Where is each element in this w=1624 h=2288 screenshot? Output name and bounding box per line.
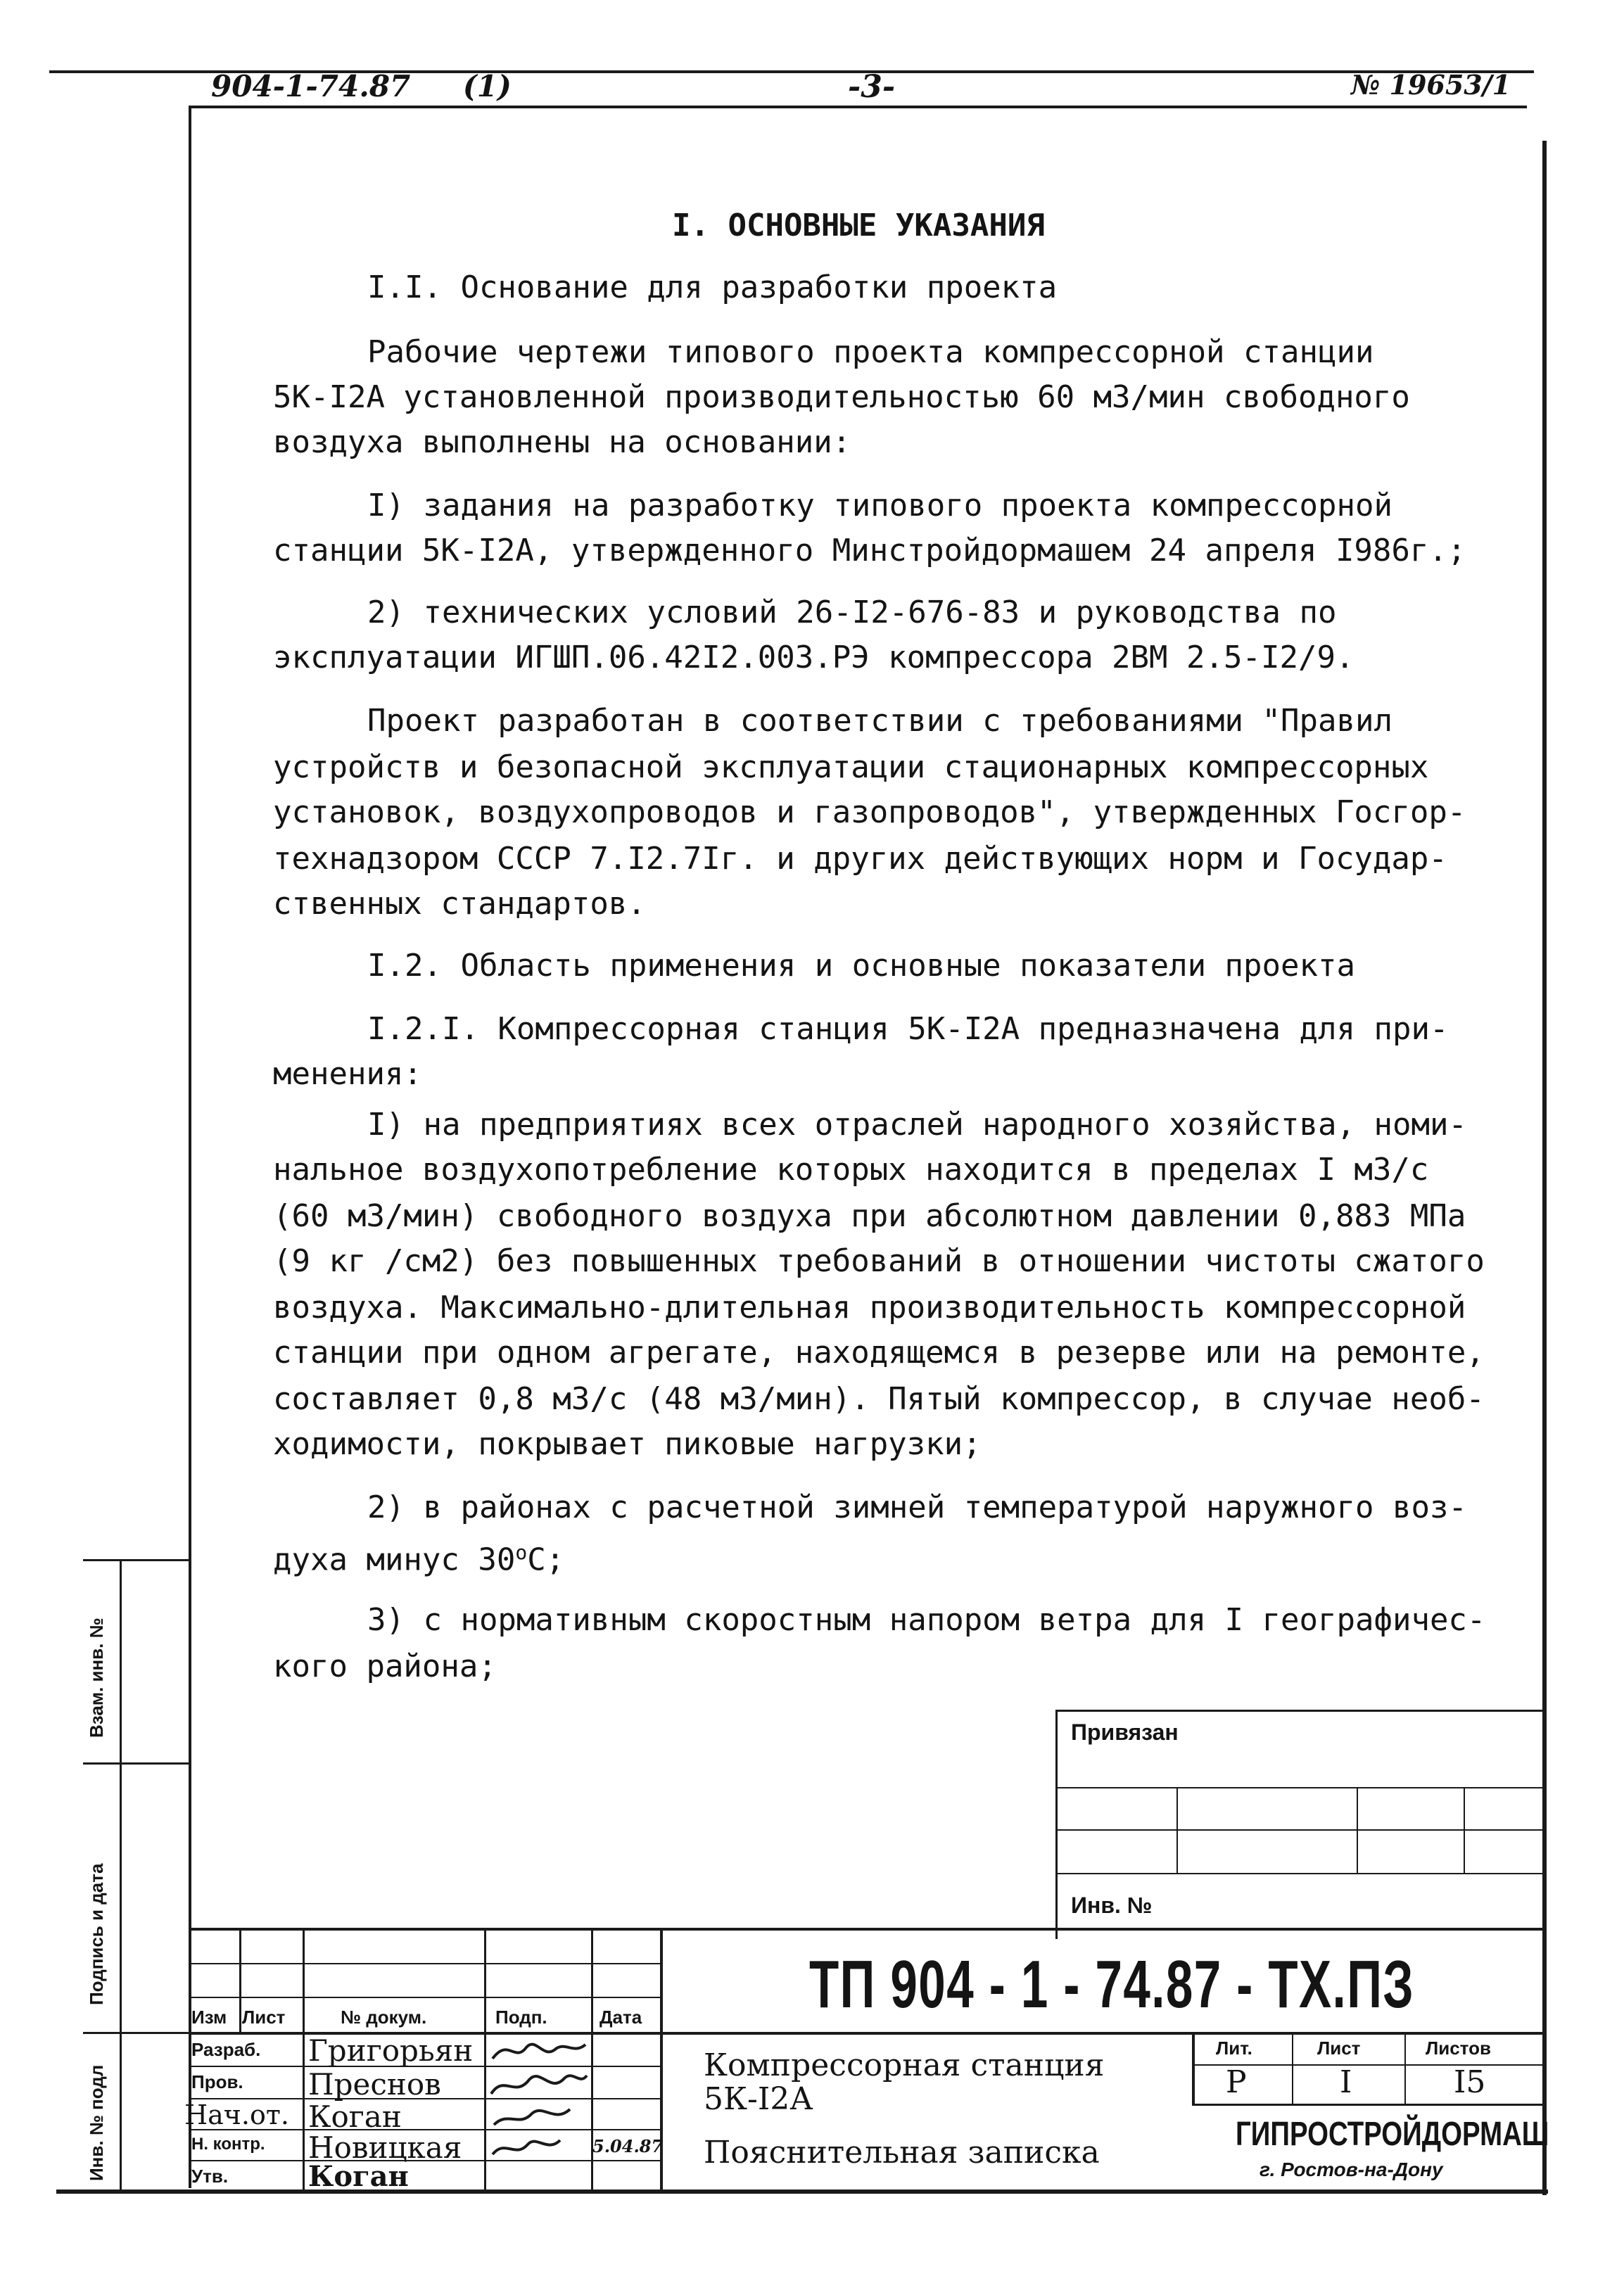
tb-lit-bottom xyxy=(1192,2104,1544,2106)
body-line: I.2.I. Компрессорная станция 5К-I2А предназначена для при- xyxy=(367,1011,1449,1047)
tb-row-b xyxy=(189,1997,660,1998)
signature-3 xyxy=(494,2109,570,2125)
tb-col-names xyxy=(303,2032,305,2190)
object-name-line2: 5К-I2А xyxy=(704,2081,813,2117)
tb-lit-value: Р xyxy=(1226,2064,1247,2100)
body-line: устройств и безопасной эксплуатации стационарных компрессорных xyxy=(273,749,1429,785)
tb-role-prov: Пров. xyxy=(191,2071,243,2092)
binding-box-top xyxy=(1055,1710,1544,1712)
tb-row-a xyxy=(189,1963,660,1964)
body-line: 2) технических условий 26-I2-676-83 и руководства по xyxy=(367,595,1337,630)
tb-col-list xyxy=(303,1928,305,2032)
tb-sign-date: 5.04.87 xyxy=(592,2136,664,2156)
body-line: Проект разработан в соответствии с требованиями "Правил xyxy=(367,703,1393,739)
tb-label-izm: Изм xyxy=(191,2007,227,2028)
tb-label-podp: Подп. xyxy=(495,2007,547,2028)
signature-2 xyxy=(491,2076,587,2094)
signature-1 xyxy=(493,2045,585,2059)
body-line: Рабочие чертежи типового проекта компрессорной станции xyxy=(367,334,1374,370)
tb-listov-label: Листов xyxy=(1426,2038,1491,2059)
body-line: воздуха выполнены на основании: xyxy=(273,424,851,460)
header-underline xyxy=(190,106,1527,108)
tb-name-prov: Преснов xyxy=(308,2067,441,2102)
binding-row-2 xyxy=(1055,1829,1544,1831)
body-line: установок, воздухопроводов и газопроводов", утвержденных Госгор- xyxy=(273,794,1466,830)
page-marker: -3- xyxy=(848,69,896,105)
body-line-temperature xyxy=(273,1530,564,1584)
section-title: I. ОСНОВНЫЕ УКАЗАНИЯ xyxy=(672,208,1045,243)
binding-inv-no: Инв. № xyxy=(1071,1893,1153,1918)
side-stamp-vzam-inv: Взам. инв. № xyxy=(86,1618,107,1738)
tb-role-utv: Утв. xyxy=(191,2166,229,2187)
object-name-line1: Компрессорная станция xyxy=(704,2047,1105,2083)
tb-lit-left xyxy=(1192,2032,1195,2105)
tb-lit-col-1 xyxy=(1292,2032,1293,2104)
side-stamp-sep-2 xyxy=(83,2032,189,2034)
doc-title: Пояснительная записка xyxy=(704,2135,1100,2171)
body-line: 3) с нормативным скоростным напором ветра для I географичес- xyxy=(367,1602,1486,1638)
left-frame-line xyxy=(189,106,191,2188)
binding-row-1 xyxy=(1055,1787,1544,1788)
binding-row-3 xyxy=(1055,1873,1544,1874)
body-line: технадзором СССР 7.I2.7Iг. и других действующих норм и Государ- xyxy=(273,841,1447,877)
body-line: I) задания на разработку типового проекта компрессорной xyxy=(367,488,1393,523)
org-name: ГИПРОСТРОЙДОРМАШ xyxy=(1236,2116,1549,2153)
tb-label-doc: № докум. xyxy=(341,2007,427,2028)
body-line: ходимости, покрывает пиковые нагрузки; xyxy=(273,1426,982,1462)
binding-box-left xyxy=(1055,1710,1058,1939)
doc-ref-code: 904-1-74.87 xyxy=(211,69,411,103)
tb-label-date: Дата xyxy=(600,2007,642,2028)
temp-suffix: С; xyxy=(527,1542,565,1578)
tb-list-label: Лист xyxy=(1317,2038,1361,2059)
tb-role-razrab: Разраб. xyxy=(191,2039,261,2060)
body-line: кого района; xyxy=(273,1648,497,1684)
right-frame-line xyxy=(1542,141,1547,2195)
binding-col-2 xyxy=(1357,1787,1358,1873)
document-designation: ТП 904 - 1 - 74.87 - ТХ.ПЗ xyxy=(809,1947,1415,2022)
side-stamp-podpis-data: Подпись и дата xyxy=(86,1863,107,2005)
tb-col-doc xyxy=(484,1928,486,2190)
tb-name-razrab: Григорьян xyxy=(308,2033,474,2068)
body-line: ственных стандартов. xyxy=(273,886,646,922)
tb-name-nach-ot: Коган xyxy=(308,2099,402,2134)
body-line: 5К-I2А установленной производительностью 60 м3/мин свободного xyxy=(273,379,1410,415)
tb-lit-col-2 xyxy=(1404,2032,1406,2104)
body-line: воздуха. Максимально-длительная производительность компрессорной xyxy=(273,1290,1466,1326)
subsection-1-1-title: I.I. Основание для разработки проекта xyxy=(367,269,1058,305)
body-line: эксплуатации ИГШП.06.42I2.003.РЭ компрессора 2ВМ 2.5-I2/9. xyxy=(273,640,1355,675)
tb-name-utv: Коган xyxy=(308,2160,409,2193)
body-line: менения: xyxy=(273,1056,422,1092)
body-line: I) на предприятиях всех отраслей народного хозяйства, номи- xyxy=(367,1107,1467,1143)
body-line: (9 кг /см2) без повышенных требований в отношении чистоты сжатого xyxy=(273,1243,1485,1279)
body-line: нальное воздухопотребление которых находится в пределах I м3/с xyxy=(273,1152,1429,1188)
tb-label-list: Лист xyxy=(242,2007,286,2028)
doc-ref-suffix: (1) xyxy=(462,69,512,103)
tb-list-value: I xyxy=(1340,2064,1352,2100)
tb-name-n-kontr: Новицкая xyxy=(308,2130,462,2165)
tb-col-izm xyxy=(239,1928,241,2032)
org-city: г. Ростов-на-Дону xyxy=(1260,2159,1443,2180)
degree-sup: о xyxy=(515,1541,528,1564)
header-doc-ref xyxy=(211,69,512,103)
side-stamp-top-line xyxy=(83,1559,189,1561)
temp-prefix: духа минус 30 xyxy=(273,1542,516,1578)
tb-lit-label: Лит. xyxy=(1216,2038,1252,2059)
body-line: 2) в районах с расчетной зимней температурой наружного воз- xyxy=(367,1489,1467,1525)
subsection-1-2-title: I.2. Область применения и основные показатели проекта xyxy=(367,948,1355,984)
tb-role-nach-ot: Нач.от. xyxy=(184,2099,289,2130)
body-line: составляет 0,8 м3/с (48 м3/мин). Пятый компрессор, в случае необ- xyxy=(273,1381,1485,1417)
signature-4 xyxy=(493,2140,560,2154)
binding-col-3 xyxy=(1464,1787,1465,1873)
binding-col-1 xyxy=(1176,1787,1178,1873)
body-line: (60 м3/мин) свободного воздуха при абсолютном давлении 0,883 МПа xyxy=(273,1198,1466,1234)
inventory-stamp: № 19653/1 xyxy=(1351,69,1511,101)
side-stamp-divider xyxy=(120,1559,122,2192)
signature-scribbles xyxy=(487,2035,590,2187)
side-stamp-inv-podl: Инв. № подл xyxy=(86,2064,107,2181)
body-line: станции 5К-I2А, утвержденного Минстройдормашем 24 апреля I986г.; xyxy=(273,533,1466,568)
tb-listov-value: I5 xyxy=(1454,2064,1486,2100)
tb-role-n-kontr: Н. контр. xyxy=(191,2135,265,2154)
body-line: станции при одном агрегате, находящемся в резерве или на ремонте, xyxy=(273,1335,1485,1371)
bottom-frame-line xyxy=(56,2190,1548,2194)
title-block-top xyxy=(189,1928,1544,1931)
binding-privyazan: Привязан xyxy=(1071,1720,1179,1745)
side-stamp-sep-1 xyxy=(83,1762,189,1765)
